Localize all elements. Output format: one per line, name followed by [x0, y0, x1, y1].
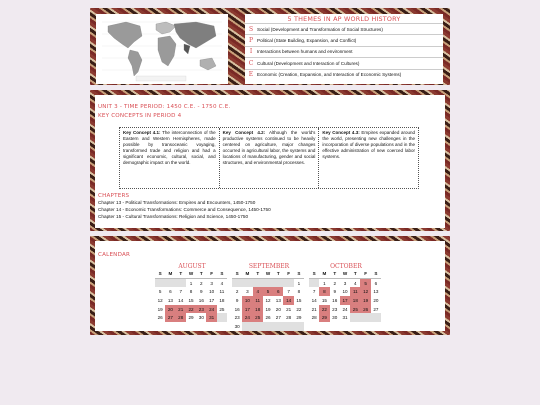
day-cell: 11 [253, 296, 263, 305]
day-cell: 10 [209, 289, 215, 295]
day-header: S [309, 270, 319, 279]
day-cell: 29 [319, 313, 329, 322]
empty-day-cell [242, 279, 252, 288]
empty-day-cell [242, 322, 252, 331]
empty-day-cell [350, 313, 360, 322]
day-header: T [196, 270, 206, 279]
month-grid [232, 270, 306, 331]
month-grid [155, 270, 229, 322]
day-cell: 12 [157, 297, 163, 303]
day-cell: 27 [165, 313, 175, 322]
day-cell: 15 [321, 297, 327, 303]
day-cell: 6 [169, 289, 172, 295]
day-cell: 15 [296, 297, 302, 303]
day-cell: 22 [186, 305, 196, 314]
theme-letter: S [248, 25, 254, 33]
concept-label: Key Concept 4.3: [322, 130, 360, 135]
day-cell: 8 [297, 289, 301, 295]
empty-day-cell [283, 279, 293, 288]
day-cell: 24 [206, 305, 216, 314]
empty-day-cell [263, 279, 273, 288]
empty-day-cell [176, 279, 186, 288]
month-october [309, 263, 383, 322]
day-cell: 31 [206, 313, 216, 322]
concept-text: Empires expanded around the world, presenting new challenges in the incorporation of diverse populations and in the effective administration of new coerced labor systems. [322, 130, 416, 159]
day-header: S [155, 270, 165, 279]
day-cell: 17 [242, 305, 252, 314]
day-header: S [217, 270, 227, 279]
day-cell: 23 [196, 305, 206, 314]
day-cell: 17 [209, 297, 215, 303]
month-september [232, 263, 306, 331]
day-cell: 13 [275, 297, 281, 303]
calendar-content [95, 241, 445, 331]
day-cell: 26 [157, 315, 163, 321]
day-header: T [330, 270, 340, 279]
theme-text: Social (Development and Transformation of Social Structures) [257, 26, 383, 32]
day-header: T [273, 270, 283, 279]
month-grid [309, 270, 383, 322]
day-cell: 16 [234, 306, 240, 312]
theme-row-interactions [245, 46, 443, 57]
day-header: F [206, 270, 216, 279]
calendar-panel [90, 236, 450, 335]
empty-day-cell [371, 313, 381, 322]
day-cell: 25 [350, 305, 360, 314]
day-cell: 24 [242, 313, 252, 322]
day-cell: 2 [333, 280, 337, 286]
chapter-item: Chapter 15 - Cultural Transformations: Religion and Science, 1450-1750 [98, 214, 249, 219]
empty-day-cell [294, 322, 304, 331]
theme-row-cultural [245, 57, 443, 68]
empty-day-cell [155, 279, 165, 288]
day-cell: 14 [283, 296, 293, 305]
month-august [155, 263, 229, 322]
empty-day-cell [309, 279, 319, 288]
day-cell: 5 [360, 279, 370, 288]
day-header: S [294, 270, 304, 279]
day-cell: 26 [265, 315, 271, 321]
themes-list [245, 14, 443, 84]
empty-day-cell [283, 322, 293, 331]
empty-day-cell [232, 279, 242, 288]
day-cell: 4 [253, 287, 263, 296]
unit-panel [90, 90, 450, 231]
key-concepts-heading: KEY CONCEPTS IN PERIOD 4 [98, 113, 182, 119]
day-cell: 5 [263, 287, 273, 296]
empty-day-cell [273, 279, 283, 288]
day-cell: 23 [234, 315, 240, 321]
day-cell: 28 [176, 313, 186, 322]
themes-title: 5 THEMES IN AP WORLD HISTORY [287, 15, 401, 23]
concept-label: Key Concept 4.1: [123, 130, 161, 135]
theme-letter: C [248, 59, 254, 67]
day-cell: 14 [311, 297, 317, 303]
day-cell: 29 [296, 315, 302, 321]
day-cell: 7 [287, 289, 290, 295]
theme-text: Political (State Building, Expansion, and Conflict) [257, 38, 357, 44]
day-header: W [186, 270, 196, 279]
world-map-graphic [96, 14, 228, 84]
theme-letter: E [248, 71, 254, 79]
day-cell: 9 [333, 289, 337, 295]
day-cell: 27 [373, 306, 379, 312]
day-cell: 12 [360, 287, 370, 296]
day-cell: 18 [253, 305, 263, 314]
chapter-item: Chapter 14 - Economic Transformations: Commerce and Consequence, 1450-1750 [98, 207, 271, 212]
day-cell: 30 [198, 315, 204, 321]
day-cell: 13 [167, 297, 173, 303]
day-cell: 4 [220, 280, 224, 286]
day-cell: 11 [219, 289, 225, 295]
day-cell: 25 [219, 306, 225, 312]
concept-text: The interconnection of the Eastern and Western Hemispheres, made possible by transoceanic voyaging, transformed trade and religion and had a significant economic, cultural, social, and demographic impact on the world. [123, 130, 216, 165]
day-cell: 6 [273, 287, 283, 296]
day-cell: 21 [311, 306, 317, 312]
day-cell: 9 [235, 297, 239, 303]
day-cell: 20 [275, 306, 281, 312]
day-cell: 28 [311, 315, 317, 321]
day-cell: 31 [342, 315, 348, 321]
day-cell: 3 [246, 289, 249, 295]
day-cell: 19 [265, 306, 271, 312]
day-cell: 29 [188, 315, 194, 321]
day-cell: 20 [373, 297, 379, 303]
day-cell: 10 [242, 296, 252, 305]
day-cell: 6 [374, 280, 378, 286]
day-cell: 14 [178, 297, 184, 303]
day-cell: 19 [360, 296, 370, 305]
day-header: W [263, 270, 273, 279]
day-cell: 22 [296, 306, 302, 312]
empty-day-cell [360, 313, 370, 322]
day-header: M [165, 270, 175, 279]
day-cell: 7 [179, 289, 183, 295]
empty-day-cell [165, 279, 175, 288]
day-header: F [283, 270, 293, 279]
chapter-item: Chapter 13 - Political Transformations: Empires and Encounters, 1450-1750 [98, 200, 256, 205]
day-cell: 2 [235, 289, 239, 295]
concept-text: Although the world's productive systems continued to be heavily centered on agriculture, major changes occurred in agricultural labor, the systems and locations of manufacturing, gender and social structures, and environmental processes. [222, 130, 316, 165]
day-cell: 16 [332, 297, 338, 303]
day-cell: 8 [189, 289, 193, 295]
day-header: W [340, 270, 350, 279]
day-header: T [253, 270, 263, 279]
day-cell: 11 [350, 287, 360, 296]
day-cell: 16 [198, 297, 204, 303]
chapters-heading: CHAPTERS [98, 193, 130, 199]
key-concept-4-1 [120, 128, 220, 188]
empty-day-cell [217, 313, 227, 322]
day-cell: 28 [286, 315, 292, 321]
day-header: S [232, 270, 242, 279]
day-cell: 20 [165, 305, 175, 314]
month-name: OCTOBER [330, 263, 362, 270]
day-cell: 25 [253, 313, 263, 322]
empty-day-cell [273, 322, 283, 331]
key-concepts-table [119, 127, 419, 189]
day-cell: 13 [373, 289, 379, 295]
day-cell: 3 [343, 280, 347, 286]
empty-day-cell [263, 322, 273, 331]
day-cell: 24 [342, 306, 348, 312]
themes-panel [90, 8, 450, 85]
day-cell: 1 [189, 280, 193, 286]
day-cell: 7 [312, 289, 316, 295]
world-map [96, 14, 228, 84]
day-header: T [350, 270, 360, 279]
day-cell: 18 [350, 296, 360, 305]
day-cell: 27 [275, 315, 281, 321]
day-cell: 18 [219, 297, 225, 303]
chapters-list [98, 199, 271, 220]
unit-content [95, 95, 445, 228]
day-header: S [371, 270, 381, 279]
day-cell: 9 [200, 289, 203, 295]
unit-title: UNIT 3 - TIME PERIOD: 1450 C.E. - 1750 C.E. [98, 104, 231, 110]
day-cell: 10 [342, 289, 348, 295]
theme-row-political [245, 34, 443, 45]
theme-row-social [245, 23, 443, 34]
calendar-title: CALENDAR [98, 252, 131, 258]
day-cell: 21 [176, 305, 186, 314]
day-cell: 17 [340, 296, 350, 305]
day-header: T [176, 270, 186, 279]
theme-text: Cultural (Development and Interaction of Cultures) [257, 60, 360, 66]
day-cell: 5 [158, 289, 162, 295]
day-cell: 12 [265, 297, 271, 303]
day-cell: 1 [323, 280, 326, 286]
day-cell: 19 [157, 306, 163, 312]
day-cell: 8 [319, 287, 329, 296]
day-cell: 21 [286, 306, 292, 312]
day-cell: 15 [188, 297, 194, 303]
empty-day-cell [253, 322, 263, 331]
month-name: AUGUST [178, 263, 206, 270]
day-cell: 3 [210, 280, 213, 286]
theme-text: Economic (Creation, Expansion, and Interaction of Economic Systems) [257, 72, 402, 78]
empty-day-cell [253, 279, 263, 288]
day-cell: 23 [332, 306, 338, 312]
day-header: M [319, 270, 329, 279]
theme-letter: P [248, 37, 254, 45]
day-cell: 4 [354, 280, 357, 286]
day-header: F [360, 270, 370, 279]
theme-letter: I [249, 48, 253, 56]
key-concept-4-2 [220, 128, 320, 188]
day-cell: 1 [297, 280, 301, 286]
day-header: M [242, 270, 252, 279]
day-cell: 2 [200, 280, 203, 286]
day-cell: 26 [360, 305, 370, 314]
day-cell: 22 [319, 305, 329, 314]
month-name: SEPTEMBER [248, 263, 290, 270]
theme-row-economic [245, 69, 443, 80]
day-cell: 30 [234, 323, 240, 329]
theme-text: Interactions between humans and environment [257, 49, 353, 55]
key-concept-4-3 [319, 128, 418, 188]
day-cell: 30 [332, 315, 338, 321]
concept-label: Key Concept 4.2: [222, 130, 266, 135]
